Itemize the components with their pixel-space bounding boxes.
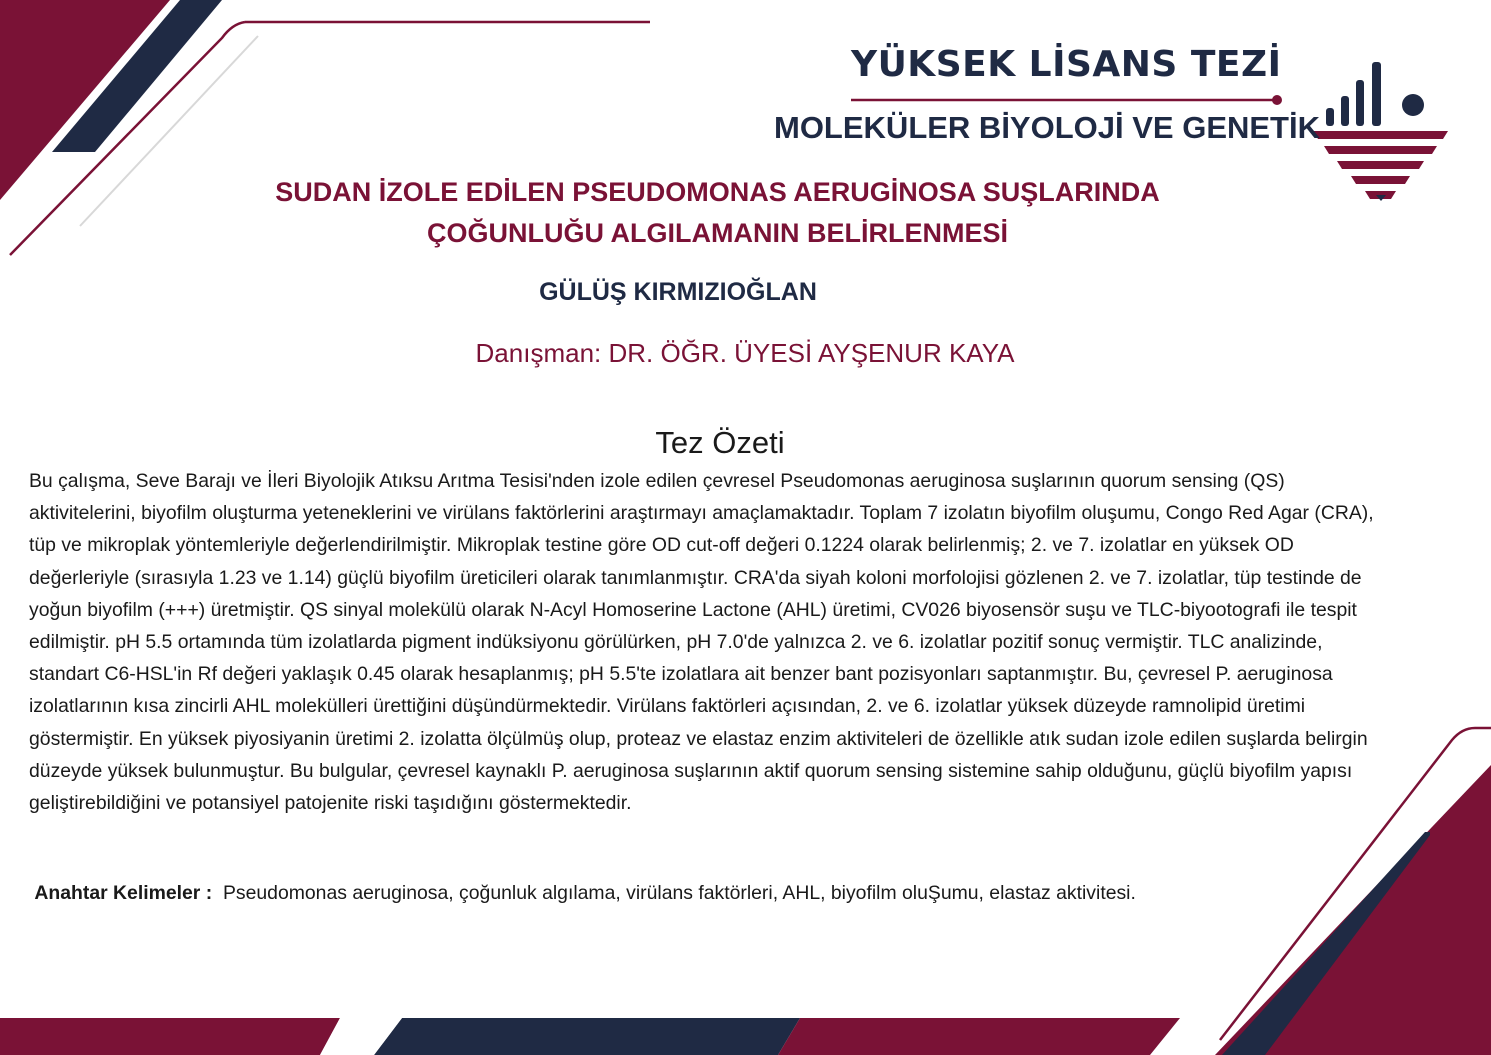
logo-bar-3 bbox=[1356, 80, 1364, 126]
bottom-maroon-band-right bbox=[778, 1018, 1180, 1055]
author-name: GÜLÜŞ KIRMIZIOĞLAN bbox=[539, 278, 817, 306]
keywords-text: Pseudomonas aeruginosa, çoğunluk algılama, virülans faktörleri, AHL, biyofilm oluŞumu, elastaz aktivitesi. bbox=[222, 882, 1136, 904]
logo-stripe-3 bbox=[1337, 161, 1424, 169]
logo-stripe-2 bbox=[1324, 146, 1437, 154]
logo-stripe-4 bbox=[1351, 176, 1410, 184]
logo-stripe-1 bbox=[1313, 131, 1448, 139]
advisor-name: Danışman: DR. ÖĞR. ÜYESİ AYŞENUR KAYA bbox=[475, 338, 1015, 368]
top-left-maroon-shape bbox=[0, 0, 170, 200]
keywords-label: Anahtar Kelimeler : bbox=[34, 882, 213, 904]
bottom-navy-band bbox=[374, 1018, 800, 1055]
program-name: MOLEKÜLER BİYOLOJİ VE GENETİK bbox=[774, 110, 1320, 145]
keywords-paragraph bbox=[29, 877, 1229, 909]
logo-bar-4 bbox=[1372, 62, 1381, 126]
abstract-text: Bu çalışma, Seve Barajı ve İleri Biyolojik Atıksu Arıtma Tesisi'nden izole edilen çevresel Pseudomonas aeruginosa suşlarının quorum sensing (QS) aktivitelerini, biyofilm oluşturma yeteneklerini ve virülans faktörlerini araştırmayı amaçlamaktadır. Toplam 7 izolatın biyofilm oluşumu, Congo Red Agar (CRA), tüp ve mikroplak yöntemleriyle değerlendirilmiştir. Mikroplak testine göre OD cut-off değeri 0.1224 olarak belirlenmiş; 2. ve 7. izolatlar en yüksek OD değerleriyle (sırasıyla 1.23 ve 1.14) güçlü biyofilm üreticileri olarak tanımlanmıştır. CRA'da siyah koloni morfolojisi gözlenen 2. ve 7. izolatlar, tüp testinde de yoğun biyofilm (+++) üretmiştir. QS sinyal molekülü olarak N-Acyl Homoserine Lactone (AHL) üretimi, CV026 biyosensör suşu ve TLC-biyootografi ile tespit edilmiştir. pH 5.5 ortamında tüm izolatlarda pigment indüksiyonu görülürken, pH 7.0'de yalnızca 2. ve 6. izolatlar pozitif sonuç vermiştir. TLC analizinde, standart C6-HSL'in Rf değeri yaklaşık 0.45 olarak hesaplanmış; pH 5.5'te izolatlara ait benzer bant pozisyonları saptanmıştır. Bu, çevresel P. aeruginosa izolatlarının kısa zincirli AHL molekülleri ürettiğini düşündürmektedir. Virülans faktörleri açısından, 2. ve 6. izolatlar yüksek düzeyde ramnolipid üretimi göstermiştir. En yüksek piyosiyanin üretimi 2. izolatta ölçülmüş olup, proteaz ve elastaz enzim aktiviteleri de özellikle atık sudan izole edilen suşlarda belirgin düzeyde yüksek bulunmuştur. Bu bulgular, çevresel kaynaklı P. aeruginosa suşlarının aktif quorum sensing sistemine sahip olduğunu, güçlü biyofilm yapısı geliştirebildiğini ve potansiyel patojenite riski taşıdığını göstermektedir. bbox=[29, 470, 1374, 815]
logo-bar-1 bbox=[1326, 108, 1334, 126]
document-type-heading: YÜKSEK LİSANS TEZİ bbox=[851, 44, 1282, 85]
logo-dot bbox=[1402, 94, 1424, 116]
header-divider-dot bbox=[1272, 95, 1282, 105]
bottom-maroon-band-left bbox=[0, 1018, 340, 1055]
abstract-heading: Tez Özeti bbox=[655, 425, 785, 460]
logo-bar-2 bbox=[1341, 96, 1349, 126]
university-bar-chart-logo bbox=[1313, 62, 1448, 201]
thesis-title: SUDAN İZOLE EDİLEN PSEUDOMONAS AERUGİNOSA SUŞLARINDA ÇOĞUNLUĞU ALGILAMANIN BELİRLENMESİ bbox=[275, 177, 1160, 248]
